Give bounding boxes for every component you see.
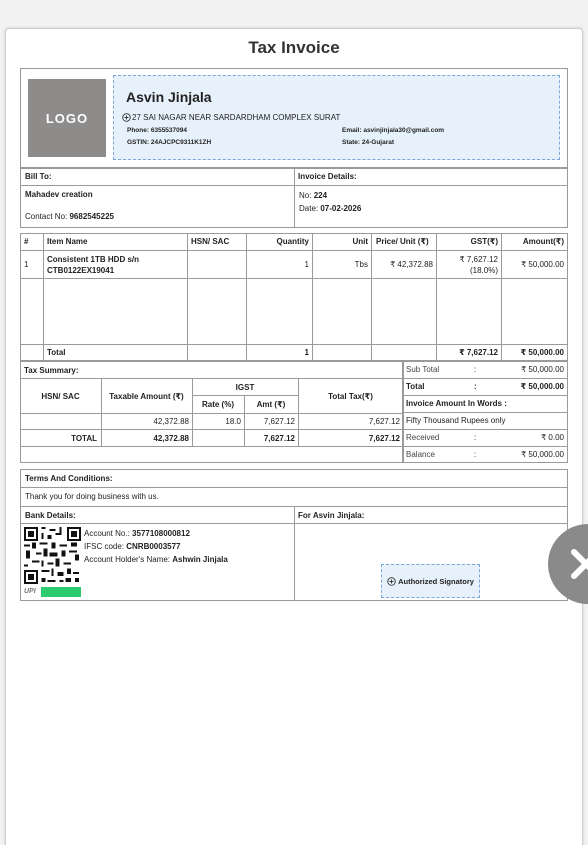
bank-account: 3577108000812 bbox=[132, 529, 190, 538]
sub-total-label: Sub Total bbox=[406, 365, 440, 374]
plus-circle-icon bbox=[122, 113, 131, 122]
tax-col-total-tax: Total Tax(₹) bbox=[328, 392, 373, 401]
grand-total-value: ₹ 50,000.00 bbox=[520, 382, 564, 391]
amount-in-words: Fifty Thousand Rupees only bbox=[406, 416, 506, 425]
tax-total-tax: 7,627.12 bbox=[368, 434, 400, 443]
tax-col-hsn: HSN/ SAC bbox=[41, 392, 80, 401]
bill-to-contact-row: Contact No: 9682545225 bbox=[25, 212, 114, 221]
invoice-date: 07-02-2026 bbox=[320, 204, 362, 213]
tax-col-igst: IGST bbox=[235, 383, 255, 392]
balance-value: ₹ 50,000.00 bbox=[521, 450, 564, 459]
bank-holder-row: Account Holder's Name: Ashwin Jinjala bbox=[84, 555, 228, 564]
company-address-row bbox=[122, 113, 340, 122]
terms-text: Thank you for doing business with us. bbox=[25, 492, 159, 501]
item-unit: Tbs bbox=[354, 260, 368, 269]
company-gstin: 24AJCPC9311K1ZH bbox=[150, 139, 212, 146]
item-name: Consistent 1TB HDD s/n CTB0122EX19041 bbox=[47, 255, 140, 275]
bill-to-heading: Bill To: bbox=[25, 172, 52, 181]
bank-ifsc-row: IFSC code: CNRB0003577 bbox=[84, 542, 181, 551]
tax-row-rate: 18.0 bbox=[225, 417, 241, 426]
bill-to-contact: 9682545225 bbox=[69, 212, 114, 221]
col-header-quantity: Quantity bbox=[276, 237, 309, 246]
invoice-date-row: Date: 07-02-2026 bbox=[299, 204, 362, 213]
tax-total-label: TOTAL bbox=[71, 434, 97, 443]
company-phone: 6355537094 bbox=[150, 127, 187, 134]
qr-code-icon bbox=[24, 527, 81, 584]
authorized-signatory-button[interactable] bbox=[381, 564, 480, 598]
col-header-gst: GST(₹) bbox=[470, 237, 498, 246]
invoice-no-row: No: 224 bbox=[299, 191, 328, 200]
received-label: Received bbox=[406, 433, 440, 442]
tax-col-amt: Amt (₹) bbox=[256, 400, 286, 409]
signatory-heading: For Asvin Jinjala: bbox=[298, 511, 365, 520]
authorized-signatory-label: Authorized Signatory bbox=[398, 576, 474, 586]
item-index: 1 bbox=[24, 260, 29, 269]
bank-account-row: Account No.: 3577108000812 bbox=[84, 529, 190, 538]
invoice-no: 224 bbox=[313, 191, 328, 200]
items-table bbox=[20, 233, 568, 361]
col-header-hsn: HSN/ SAC bbox=[191, 237, 230, 246]
col-header-item-name: Item Name bbox=[47, 237, 88, 246]
company-state: 24-Gujarat bbox=[361, 139, 395, 146]
amount-in-words-heading: Invoice Amount In Words : bbox=[406, 399, 507, 408]
col-header-index: # bbox=[24, 237, 29, 246]
received-value: ₹ 0.00 bbox=[541, 433, 564, 442]
tax-col-rate: Rate (%) bbox=[201, 400, 234, 409]
company-details-box[interactable] bbox=[113, 75, 560, 160]
tax-total-taxable: 42,372.88 bbox=[153, 434, 189, 443]
col-header-unit: Unit bbox=[352, 237, 368, 246]
tax-summary-heading: Tax Summary: bbox=[24, 366, 79, 375]
bill-to-name: Mahadev creation bbox=[25, 190, 93, 199]
upi-app-strip bbox=[41, 587, 81, 597]
company-gstin-row: GSTIN: 24AJCPC9311K1ZH bbox=[127, 139, 212, 146]
company-logo[interactable]: LOGO bbox=[28, 79, 106, 157]
invoice-details-heading: Invoice Details: bbox=[298, 172, 357, 181]
item-price: ₹ 42,372.88 bbox=[390, 260, 433, 269]
tax-col-taxable: Taxable Amount (₹) bbox=[109, 392, 184, 401]
sub-total-value: ₹ 50,000.00 bbox=[521, 365, 564, 374]
tax-row-amt: 7,627.12 bbox=[263, 417, 295, 426]
bank-holder: Ashwin Jinjala bbox=[172, 555, 228, 564]
bank-details-heading: Bank Details: bbox=[25, 511, 76, 520]
company-state-row: State: 24-Gujarat bbox=[342, 139, 395, 146]
tax-summary-table bbox=[20, 361, 403, 463]
company-address: 27 SAI NAGAR NEAR SARDARDHAM COMPLEX SURAT bbox=[132, 113, 341, 122]
upi-badge bbox=[24, 587, 81, 598]
bank-ifsc: CNRB0003577 bbox=[126, 542, 181, 551]
company-phone-row: Phone: 6355537094 bbox=[127, 127, 187, 134]
items-total-gst: ₹ 7,627.12 bbox=[459, 348, 498, 357]
tax-row-total-tax: 7,627.12 bbox=[368, 417, 400, 426]
page-title: Tax Invoice bbox=[248, 38, 340, 57]
company-email-row: Email: asvinjinjala30@gmail.com bbox=[342, 127, 445, 134]
plus-circle-icon bbox=[387, 577, 396, 586]
close-icon bbox=[566, 544, 588, 584]
item-quantity: 1 bbox=[304, 260, 309, 269]
col-header-amount: Amount(₹) bbox=[522, 237, 564, 246]
grand-total-label: Total bbox=[406, 382, 425, 391]
terms-heading: Terms And Conditions: bbox=[25, 474, 113, 483]
item-amount: ₹ 50,000.00 bbox=[521, 260, 564, 269]
tax-row-taxable: 42,372.88 bbox=[153, 417, 189, 426]
balance-label: Balance bbox=[406, 450, 435, 459]
tax-total-amt: 7,627.12 bbox=[263, 434, 295, 443]
company-email: asvinjinjala30@gmail.com bbox=[363, 127, 445, 134]
item-gst: ₹ 7,627.12 (18.0%) bbox=[459, 255, 498, 275]
items-total-label: Total bbox=[47, 348, 66, 357]
items-total-qty: 1 bbox=[304, 348, 309, 357]
company-name: Asvin Jinjala bbox=[126, 89, 212, 105]
upi-label: UPI bbox=[24, 588, 36, 595]
items-total-amount: ₹ 50,000.00 bbox=[520, 348, 564, 357]
col-header-price: Price/ Unit (₹) bbox=[376, 237, 429, 246]
